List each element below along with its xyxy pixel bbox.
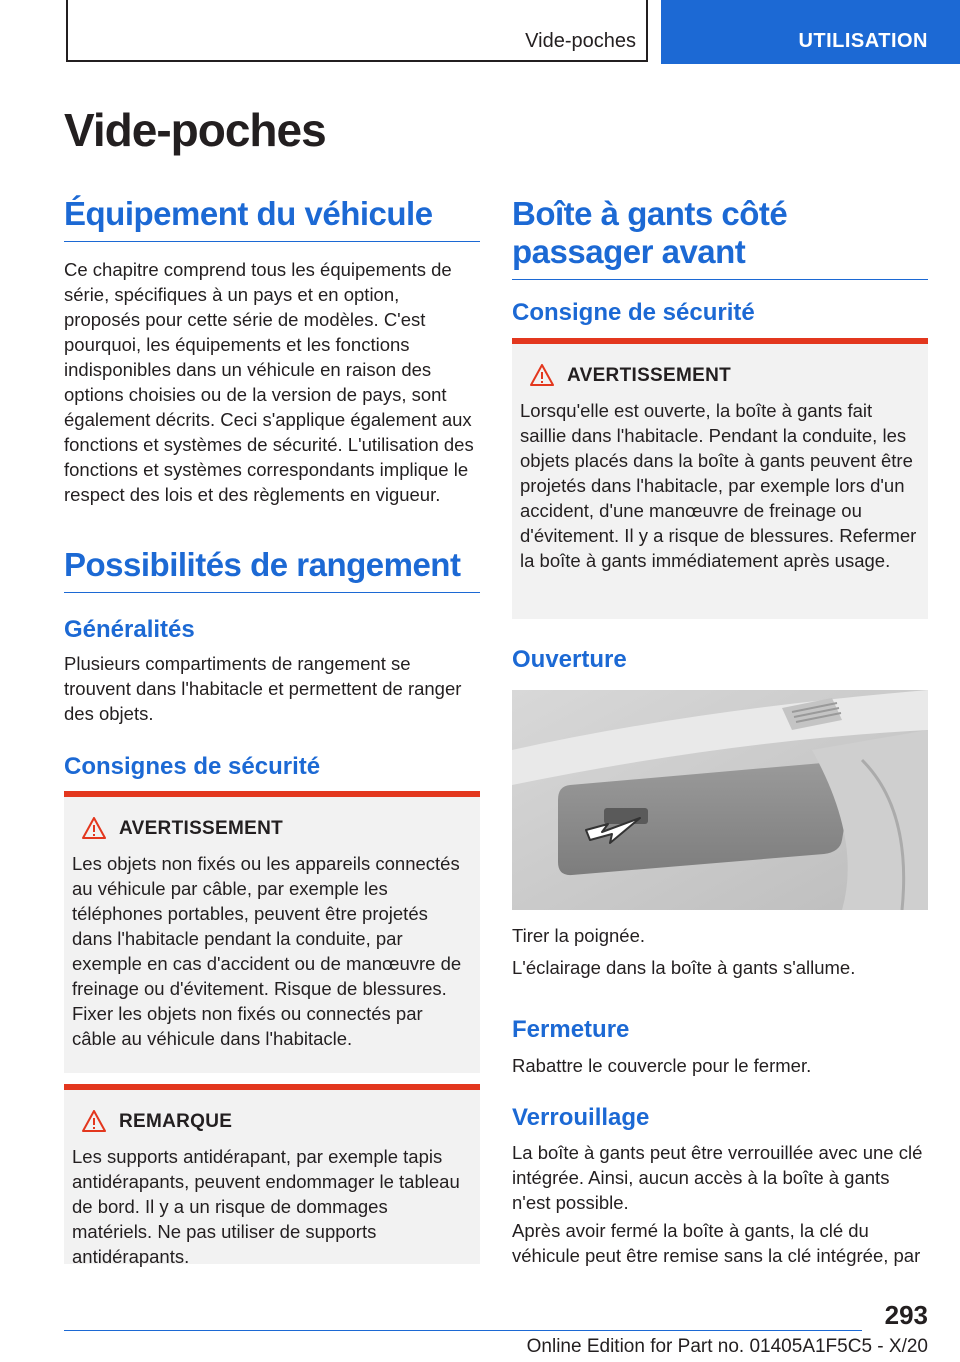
page-title: Vide-poches (64, 104, 326, 156)
heading-boite-a-gants: Boîte à gants côté passager avant (512, 195, 928, 280)
warning-triangle-icon (530, 364, 554, 386)
warning-body: Lorsqu'elle est ouverte, la boîte à gants fait saillie dans l'habitacle. Pendant la conduite, les objets placés dans la boîte à gants peuvent être projetés dans l'habitacle, par exemple lors d'un accident, d'une manœuvre de freinage ou d'évitement. Il y a risque de blessures. Refermer la boîte à gants immédiatement après usage. (520, 400, 917, 571)
heading-consigne-securite: Consigne de sécurité (512, 299, 755, 326)
footer-edition: Online Edition for Part no. 01405A1F5C5 - X/20 (526, 1336, 928, 1357)
warning-header (72, 817, 472, 847)
warning-triangle-icon (82, 817, 106, 839)
notice-body: Les supports antidérapant, par exemple tapis antidérapants, peuvent endommager le tableau de bord. Il y a un risque de dommages matériels. Ne pas utiliser de supports antidérapants. (72, 1146, 460, 1267)
warning-title: AVERTISSEMENT (119, 818, 284, 839)
paragraph-tirer-poignee: Tirer la poignée. (512, 925, 645, 946)
warning-box-glovebox (512, 338, 928, 619)
notice-header (72, 1110, 472, 1140)
page-number: 293 (884, 1300, 928, 1330)
heading-verrouillage: Verrouillage (512, 1104, 650, 1131)
notice-title: REMARQUE (119, 1111, 233, 1132)
warning-triangle-icon (82, 1110, 106, 1132)
glovebox-photo (512, 690, 928, 910)
header-section-title: Vide-poches (525, 30, 636, 52)
glovebox-illustration (512, 690, 928, 910)
heading-equipement: Équipement du véhicule (64, 195, 480, 242)
header-chapter-tab: UTILISATION (661, 0, 960, 64)
heading-fermeture: Fermeture (512, 1016, 630, 1043)
paragraph-fermeture: Rabattre le couvercle pour le fermer. (512, 1055, 812, 1076)
warning-body: Les objets non fixés ou les appareils connectés au véhicule par câble, par exemple les téléphones portables, peuvent être projetés dans l'habitacle pendant la conduite, par exemple en cas d'accident ou de manœuvre de freinage ou d'évitement. Risque de blessures. Fixer les objets non fixés ou connectés par câble au véhicule dans l'habitacle. (72, 853, 462, 1049)
paragraph-equipement: Ce chapitre comprend tous les équipements de série, spécifiques à un pays et en option, proposés pour cette série de modèles. C'est pourquoi, les équipements et les fonctions indisponibles dans un véhicule en raison des options choisies ou de la version de pays, sont également décrits. Ceci s'applique également aux fonctions et systèmes de sécurité. L'utilisation des fonctions et systèmes correspondants implique le respect des lois et des règlements en vigueur. (64, 259, 474, 505)
paragraph-generalites: Plusieurs compartiments de rangement se trouvent dans l'habitacle et permettent de ranger des objets. (64, 653, 462, 724)
heading-consignes: Consignes de sécurité (64, 753, 321, 780)
paragraph-verrouillage-1: La boîte à gants peut être verrouillée avec une clé intégrée. Ainsi, aucun accès à la boîte à gants n'est possible. (512, 1142, 923, 1213)
paragraph-eclairage: L'éclairage dans la boîte à gants s'allume. (512, 957, 856, 978)
warning-title: AVERTISSEMENT (567, 365, 732, 386)
paragraph-verrouillage-2: Après avoir fermé la boîte à gants, la clé du véhicule peut être remise sans la clé intégrée, par (512, 1220, 921, 1266)
warning-header (520, 364, 920, 394)
heading-rangement: Possibilités de rangement (64, 546, 480, 593)
warning-box-objects (64, 791, 480, 1073)
notice-box-antislip (64, 1084, 480, 1267)
heading-generalites: Généralités (64, 616, 195, 643)
footer-divider (64, 1330, 862, 1331)
heading-ouverture: Ouverture (512, 646, 627, 673)
